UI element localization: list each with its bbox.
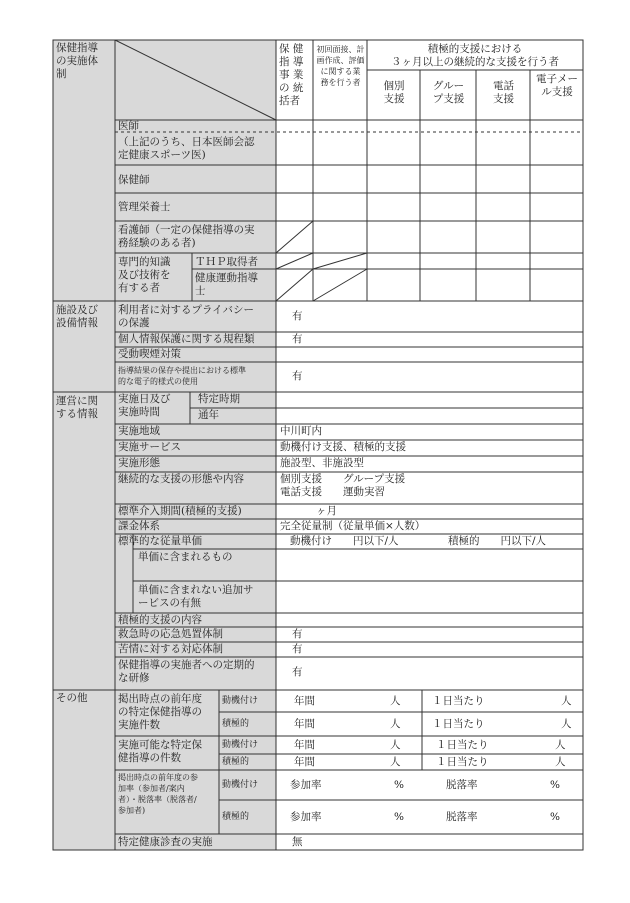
ops-form-label: 実施形態 [118,457,160,469]
ops-specific-period: 特定時期 [198,393,240,405]
ops-area-label: 実施地域 [118,425,160,437]
staff-dietitian: 管理栄養士 [118,201,171,213]
other-possible-active-person: 人 [390,756,401,768]
ops-fee-value: 完全従量制（従量単価×人数） [280,520,426,532]
facility-personal-info-value: 有 [292,333,303,345]
facility-smoking-label: 受動喫煙対策 [118,348,181,360]
facility-e-format-value: 有 [292,370,303,382]
ops-excluded-label: 単価に含まれない追加サ ービスの有無 [138,584,254,609]
other-rate-motivation-participation: 参加率 [290,779,322,791]
staff-expert: 専門的知識 及び技術を 有する者 [118,256,171,294]
ops-area-value: 中川町内 [280,425,322,437]
other-rate-active-participation: 参加率 [290,811,322,823]
header-continuous-title: 積極的支援における ３ヶ月以上の継続的な支援を行う者 [391,43,559,68]
header-email: 電子メー ル支援 [536,73,578,98]
ops-unit-price-active: 積極的 円以下/人 [448,535,547,547]
ops-training-label: 保健指導の実施者への定期的 な研修 [118,659,255,684]
other-prev-active-per-day: １日当たり [432,718,485,730]
other-rate-motivation-dropout-pct: % [550,779,560,791]
other-rate-active-dropout: 脱落率 [446,811,478,823]
other-possible-motivation: 動機付け [222,740,259,750]
facility-personal-info-label: 個人情報保護に関する規程類 [118,333,255,345]
ops-continuous-value: 個別支援 グループ支援 電話支援 運動実習 [280,473,406,498]
section-other: その他 [56,692,88,704]
other-possible-count-label: 実施可能な特定保 健指導の件数 [118,739,202,764]
other-possible-active-per-day: １日当たり [436,756,489,768]
other-prev-active-annual: 年間 [294,718,315,730]
facility-privacy-label: 利用者に対するプライバシー の保護 [118,304,254,329]
ops-intervention-label: 標準介入期間(積極的支援) [118,505,242,517]
other-possible-motivation-person: 人 [390,739,401,751]
ops-all-year: 通年 [198,409,219,421]
section-implementation: 保健指導 の実施体 制 [56,42,98,80]
other-checkup-value: 無 [292,836,303,848]
other-rate-label: 掲出時点の前年度の参 加率（参加者/案内 者）・脱落率（脱落者/ 参加者) [118,773,198,815]
staff-exercise-instructor: 健康運動指導 士 [195,272,258,297]
other-prev-motivation-annual: 年間 [294,695,315,707]
staff-thp: ＴＨＰ取得者 [195,256,258,268]
other-possible-active: 積極的 [222,757,250,767]
section-facilities: 施設及び 設備情報 [56,304,98,329]
other-possible-motivation-annual: 年間 [294,739,315,751]
ops-active-content-label: 積極的支援の内容 [118,614,202,626]
other-prev-motivation-person: 人 [390,695,401,707]
staff-jma-doctor: （上記のうち、日本医師会認 定健康スポーツ医) [118,136,255,161]
other-possible-motivation-per-day: １日当たり [436,739,489,751]
other-rate-motivation-participation-pct: % [394,779,404,791]
header-group: グルー プ支援 [432,80,465,105]
ops-service-label: 実施サービス [118,441,181,453]
ops-service-value: 動機付け支援、積極的支援 [280,441,406,453]
other-prev-motivation: 動機付け [222,696,259,706]
ops-form-value: 施設型、非施設型 [280,457,364,469]
staff-nurse: 看護師（一定の保健指導の実 務経験のある者) [118,224,255,249]
other-prev-motivation-per-day: １日当たり [432,695,485,707]
ops-complaint-value: 有 [292,643,303,655]
header-individual: 個別 支援 [383,80,405,105]
ops-fee-label: 課金体系 [118,520,160,532]
other-possible-active-per-day-person: 人 [555,756,566,768]
header-supervisor: 保 健 指 導 事 業 の 統 括者 [279,43,304,107]
facility-e-format-label: 指導結果の保存や提出における標準 的な電子的様式の使用 [118,366,246,386]
other-prev-motivation-per-day-person: 人 [561,695,572,707]
other-possible-active-annual: 年間 [294,756,315,768]
other-prev-active-per-day-person: 人 [561,718,572,730]
ops-emergency-value: 有 [292,628,303,640]
ops-continuous-label: 継続的な支援の形態や内容 [118,473,244,485]
ops-dates-label: 実施日及び 実施時間 [118,393,171,418]
other-possible-motivation-per-day-person: 人 [555,739,566,751]
section-operations: 運営に関 する情報 [56,395,98,420]
header-phone: 電話 支援 [493,80,514,105]
other-rate-motivation: 動機付け [222,780,259,790]
ops-complaint-label: 苦情に対する対応体制 [118,643,223,655]
facility-privacy-value: 有 [292,310,303,322]
other-prev-count-label: 掲出時点の前年度 の特定保健指導の 実施件数 [118,693,202,731]
ops-intervention-value: ヶ月 [316,505,337,517]
other-rate-active: 積極的 [222,812,250,822]
other-rate-motivation-dropout: 脱落率 [446,779,478,791]
other-rate-active-dropout-pct: % [550,811,560,823]
ops-training-value: 有 [292,666,303,678]
header-planning: 初回面接、計 画作成、評価 に関する業 務を行う者 [316,45,365,87]
ops-unit-price-label: 標準的な従量単価 [118,535,202,547]
staff-doctor: 医師 [118,120,139,132]
other-prev-active-person: 人 [390,718,401,730]
other-rate-active-participation-pct: % [394,811,404,823]
staff-public-health-nurse: 保健師 [118,174,150,186]
ops-unit-price-motivation: 動機付け 円以下/人 [290,535,399,547]
ops-included-label: 単価に含まれるもの [138,551,233,563]
other-checkup-label: 特定健康診査の実施 [118,836,213,848]
other-prev-active: 積極的 [222,719,250,729]
ops-emergency-label: 救急時の応急処置体制 [118,628,223,640]
